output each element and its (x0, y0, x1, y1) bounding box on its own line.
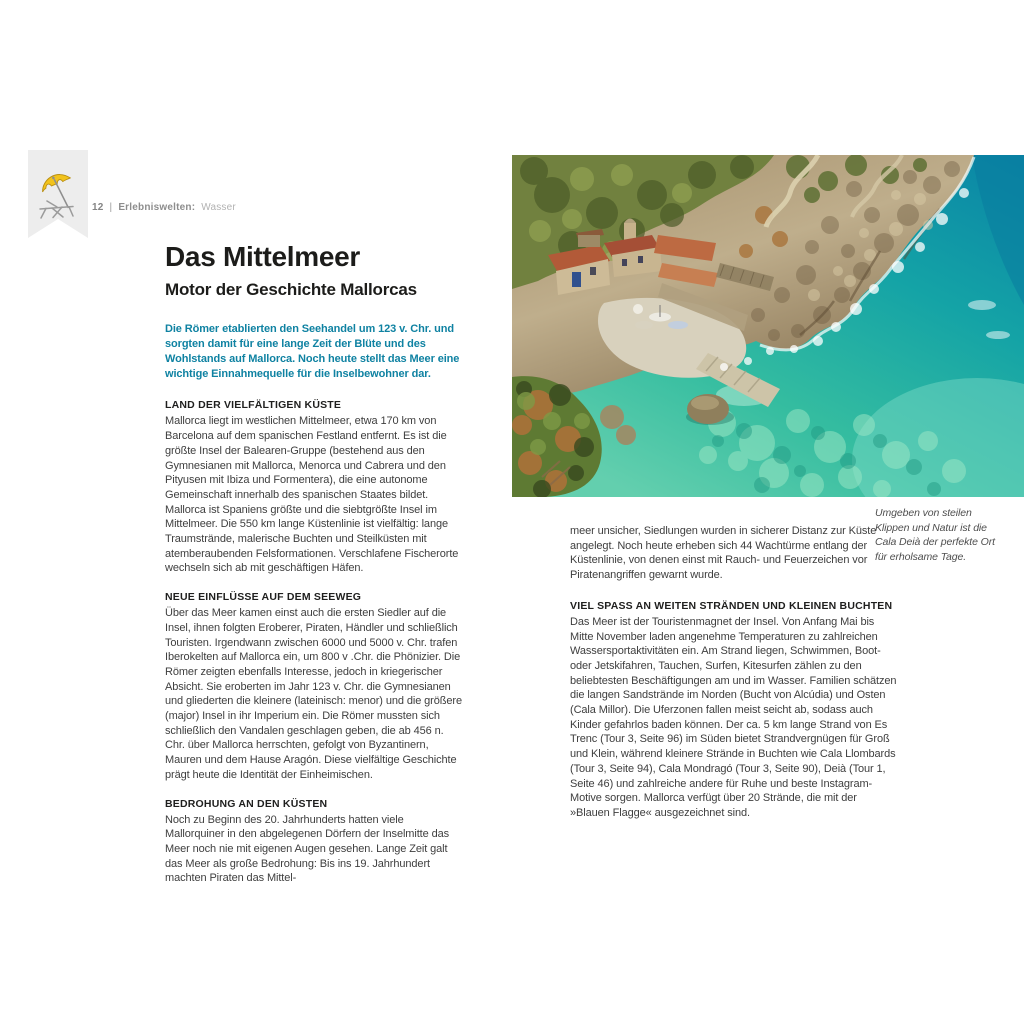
left-text-column (165, 242, 464, 886)
article-subtitle: Motor der Geschichte Mallorcas (165, 279, 417, 299)
right-text-column (570, 524, 897, 821)
header-divider: | (109, 202, 113, 213)
continuation-paragraph: meer unsicher, Siedlungen wurden in sicherer Distanz zur Küste angelegt. Noch heute erheben sich 44 Wachtürme entlang der Küstenlinie, von denen einst mit Rauch- und Feuerzeichen vor Piratenangriffen gewarnt wurde. (570, 525, 877, 582)
chapter-bookmark-ribbon (28, 150, 88, 238)
cala-deia-photo-illustration (512, 155, 1024, 497)
section-body-bedrohung: Noch zu Beginn des 20. Jahrhunderts hatten viele Mallorquiner in den abgelegenen Dörfern der Inselmitte das Meer noch nie mit eigenen Augen gesehen. Lange Zeit galt das Meer als große Bedrohung: Bis ins 19. Jahrhundert machten Piraten das Mittel- (165, 813, 450, 885)
running-head (92, 202, 236, 213)
section-body-kueste: Mallorca liegt im westlichen Mittelmeer, etwa 170 km von Barcelona auf dem spanischen Festland entfernt. Es ist die größte Insel der Balearen-Gruppe (bestehend aus den Gymnesianen mit Mallorca, Menorca und Cabrera und den Pityusen mit Ibiza und Formentera), die eine autonome Gemeinschaft innerhalb des spanischen Staates bildet. Mallorca ist Spaniens größte und die siebtgrößte Insel im Mittelmeer. Die 550 km lange Küstenlinie ist vielfältig: lange Traumstrände, malerische Buchten und Steilküsten mit atemberaubenden Felsformationen. Verschlafene Fischerorte wechseln sich ab mit geschäftigen Häfen. (165, 415, 459, 575)
section-heading-straende: VIEL SPASS AN WEITEN STRÄNDEN UND KLEINEN BUCHTEN (570, 599, 893, 612)
photo-caption: Umgeben von steilen Klippen und Natur ist die Cala Deià der perfekte Ort für erholsame Tage. (875, 507, 995, 563)
header-section-label: Erlebniswelten: (118, 202, 196, 213)
section-heading-bedrohung: BEDROHUNG AN DEN KÜSTEN (165, 797, 328, 810)
cala-deia-photo (512, 155, 1024, 497)
article-title: Das Mittelmeer (165, 241, 360, 272)
page-number: 12 (92, 202, 104, 213)
section-body-seeweg: Über das Meer kamen einst auch die ersten Siedler auf die Insel, ihnen folgten Eroberer, Piraten, Händler und schließlich Touristen. Irgendwann zwischen 6000 und 5000 v. Chr. trafen Iberokelten auf Mallorca ein, um 800 v .Chr. die Phönizier. Die Römer zeigten ebenfalls Interesse, jedoch in kriegerischer Absicht. Sie eroberten im Jahr 123 v. Chr. die Gymnesianen und gliederten die kleinere (lateinisch: menor) und die größere (major) Insel in ihr Imperium ein. Die Römer mussten sich schließlich den Vandalen geschlagen geben, die ab 456 n. Chr. über Mallorca herrschten, gefolgt von Byzantinern, Mauren und dem Hause Aragón. Diese vielfältige Geschichte prägt heute die Identität der Einheimischen. (165, 607, 462, 781)
intro-paragraph: Die Römer etablierten den Seehandel um 123 v. Chr. und sorgten damit für eine lange Zeit der Blüte und des Wohlstands auf Mallorca. Noch heute stellt das Meer eine wichtige Einnahmequelle für die Inselbewohner dar. (165, 322, 460, 380)
section-heading-seeweg: NEUE EINFLÜSSE AUF DEM SEEWEG (165, 591, 362, 604)
beach-umbrella-lounger-icon (28, 150, 88, 238)
section-body-straende: Das Meer ist der Touristenmagnet der Insel. Von Anfang Mai bis Mitte November laden angenehme Temperaturen zu zahlreichen Wassersportaktivitäten ein. Am Strand liegen, Schwimmen, Boot- oder Jetskifahren, Tauchen, Surfen, Kitesurfen zählen zu den beliebtesten Beschäftigungen am und im Wasser. Familien schätzen die langen Sandstrände im Norden (Bucht von Alcúdia) und Osten (Cala Millor). Die Uferzonen fallen meist seicht ab, sodass auch Kinder gefahrlos baden können. Der ca. 5 km lange Strand von Es Trenc (Tour 3, Seite 96) im Süden bietet Strandvergnügen für Groß und Klein, während kleinere Strände in Buchten wie Cala Llombards (Tour 3, Seite 94), Cala Mondragó (Tour 3, Seite 90), Deià (Tour 1, Seite 46) und zahlreiche andere für Ruhe und beste Instagram-Motive sorgen. Mallorca verfügt über 20 Strände, die mit der »Blauen Flagge« ausgezeichnet sind. (570, 615, 897, 819)
section-heading-kueste: LAND DER VIELFÄLTIGEN KÜSTE (165, 399, 342, 412)
header-topic-label: Wasser (201, 202, 236, 213)
